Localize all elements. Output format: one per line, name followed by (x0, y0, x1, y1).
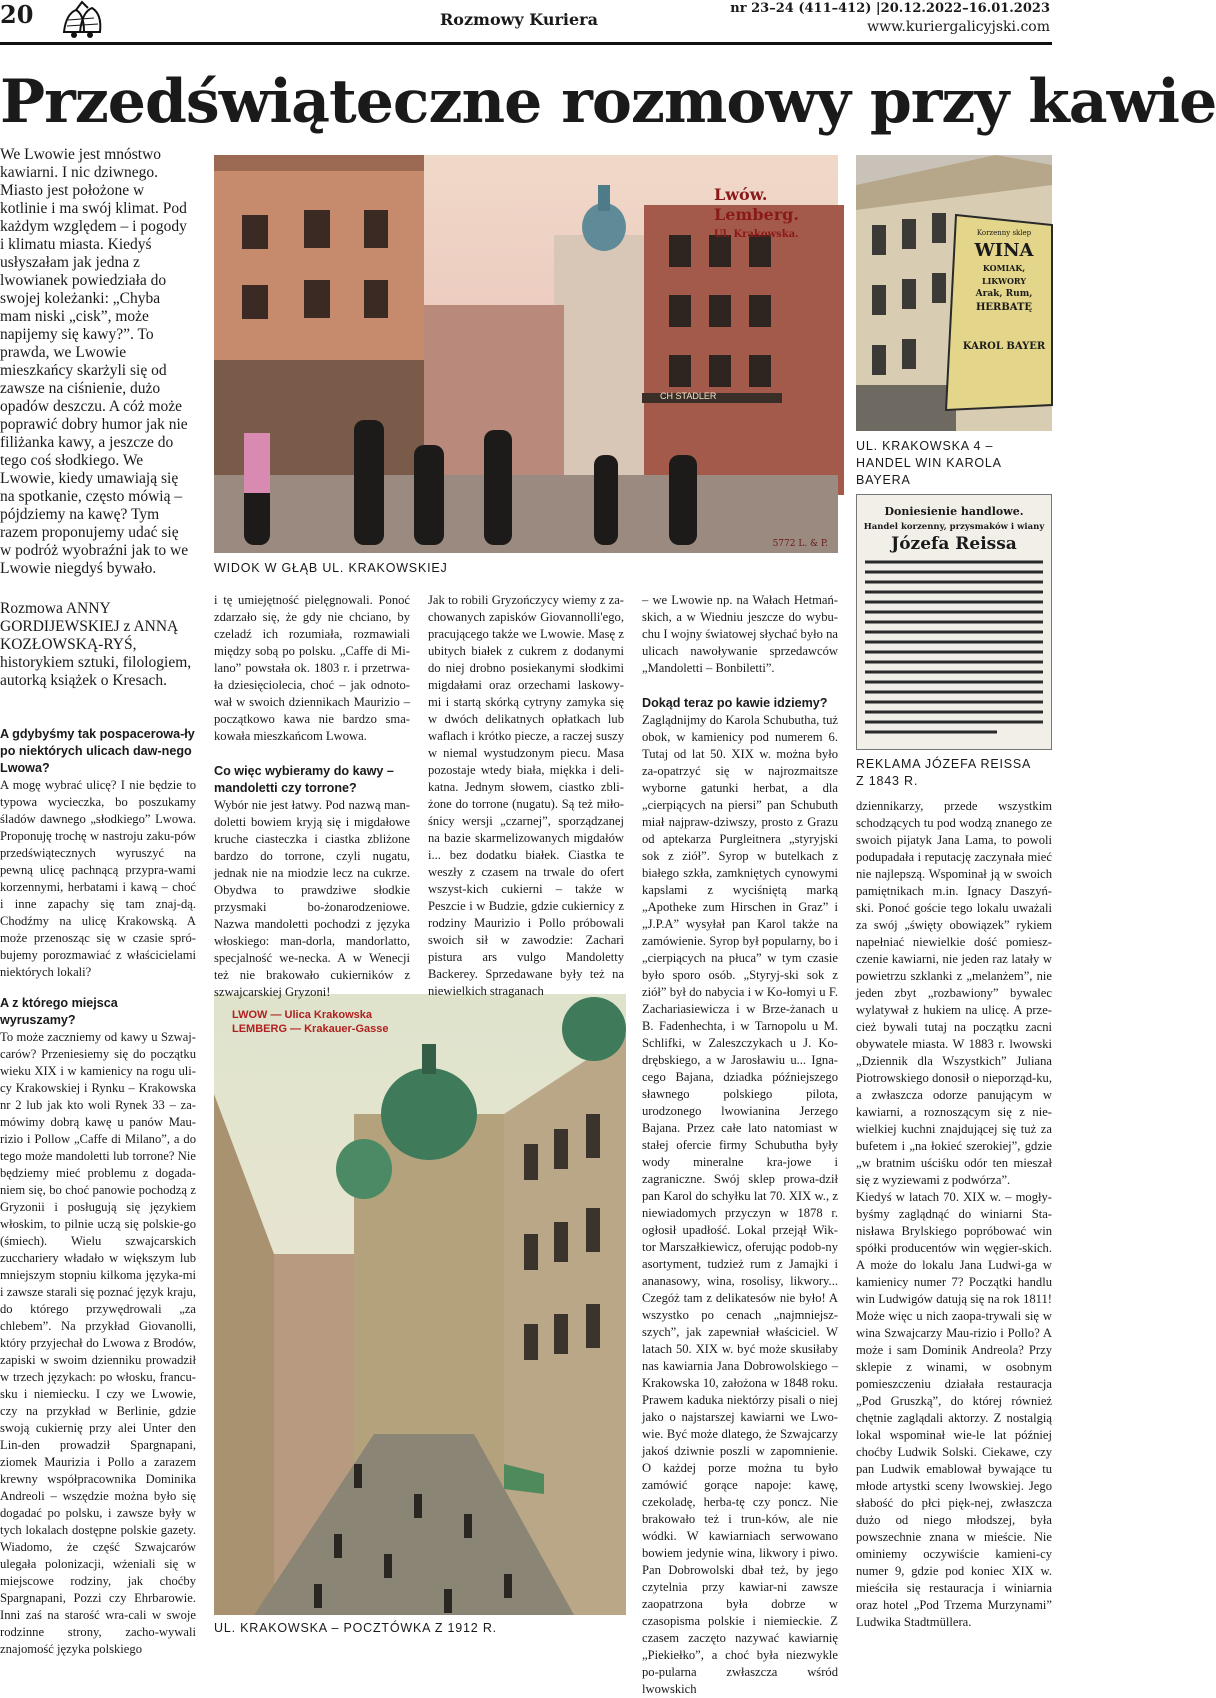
postcard-line-1: LWOW — Ulica Krakowska (232, 1009, 372, 1021)
reiss-ad-body-text (857, 554, 1051, 744)
col2-paragraph-2: Wybór nie jest łatwy. Pod nazwą man-doletti bowiem kryją się i migdałowe kruche ciasteczka i ciastka zbliżone bardzo do torrone, czyli nugatu, jednak nie na miodzie lecz na cukrze. Obydwa to prawdziwe słodkie przysmaki bo-żonarodzeniowe. Nazwa mandoletti pochodzi z języka włoskiego: man-dorla, mandorlatto, specjalność we-necka. A w Wenecji też nie brakowało cukierników z szwajcarskiej Gryzoni! (214, 798, 410, 999)
col3-paragraph-1: Jak to robili Gryzończycy wiemy z za-chowanych zapisków Giovannolli'ego, pracującego także we Lwowie. Masę z ubitych białek z cukrem z dodanymi do niej drobno posiekanymi słodkimi migdałami oraz orzechami laskowy-mi i startą skórką cytryny zamyka się w dwóch delikatnych opłatkach lub waflach i krótko piecze, a raczej suszy w niemal wystudzonym piecu. Masa pozostaje wtedy biała, miękka i deli-katna. Jednym słowem, ciastko zbli-żone do torrone (nugatu). Są też miło-śnicy wersji „czarnej”, sporządzanej na bazie skarmelizowanych migdałów i... bez dodatku białek. Ciastka te weszły z czasem na trwale do ofert wszyst-kich cukierni – także w Peszcie i w Budzie, gdzie cukiernicy z rodziny Maurizio i Pollo próbowali swoich sił w zawodzie: Zachari pistura ars vulgo Mandoletty Backerey. Sprzedawane były też na niewielkich straganach (428, 593, 624, 998)
col4-paragraph-2: Zaglądnijmy do Karola Schubutha, tuż obok, w kamienicy pod numerem 6. Tutaj od lat 50. XIX w. można było za-opatrzyć się w najrozmaitsze wyborne gatunki herbat, a dla „cierpiących na piersi” pan Schubuth miał najpraw-dziwszy, prosto z Grazu od aptekarza Purgleitnera „styryjski sok z ziół”. Syrop w butelkach z białego szkła, zamkniętych cynowymi kapslami z wyciśniętą marką „Apotheke zum Hirschen in Graz” i „J.P.A” wysyłał pan Karol także na zamówienie. Syrop był popularny, bo i „cierpiących na płuca” w tym czasie było sporo osób. „Styryj-ski sok z ziół” był do nabycia i w Ko-łomyi u F. Zachariasiewicza i w Brze-żanach u B. Fadenhechta, i w Tarnopolu u M. Schlifki, w Zaleszczykach u J. Ko-drębskiego, a w Jarosławiu u... Igna-cego Bajana, dziadka późniejszego sławnego polskiego pilota, urodzonego lwowianina Jerzego Bajana. Przez całe lato natomiast w stałej ofercie firmy Schubutha były wody mineralne kra-jowe i zagraniczne. Swój sklep prowa-dził pan Karol do schyłku lat 70. XIX w., z niewiadomych przyczyn w 1878 r. ogłosił upadłość. Lokal przejął Wik-tor Marszałkiewicz, oferując podob-ny asortyment, tudzież rum z Jamajki i ananasowy, wina, rosolisy, likwory... Czegóż tam z delikatesów nie było! A wszystko po cenach „najmniejsz-szych”, jak zapewniał właściciel. W latach 50. XIX w. być może skusiłaby nas kawiarnia Jana Dobrowolskiego – Krakowska 10, założona w 1848 roku. Prawem kaduka niektórzy pisali o niej jako o najstarszej kawiarni we Lwo-wie. Być może dlatego, że Szwajcarzy jakoś dziwnie poszli w zapomnienie. O każdej porze można tu było zamówić gorące napoje: kawę, czekoladę, herba-tę czy poncz. Nie brakowało też i trun-ków, ale nie wódki. W kawiarniach serwowano bowiem jedynie wina, likwory i piwo. Pan Dobrowolski dbał też, by jego czytelnia przy kawiar-ni zawsze zaopatrzona była dobrze w czasopisma polskie i niemieckie. Z czasem zaczęto nazywać kawiarnię „Piekiełko”, a choć była niezwykle po-pularna zwłaszcza wśród lwowskich (642, 713, 838, 1696)
article-column-4 (642, 592, 838, 1698)
main-photo-caption: WIDOK W GŁĄB UL. KRAKOWSKIEJ (214, 561, 448, 575)
question-1: A gdybyśmy tak pospacerowa-ły po niektórych ulicach daw-nego Lwowa? (0, 727, 195, 775)
reiss-ad-line-1: Doniesienie handlowe. (884, 505, 1024, 518)
bayer-ad-line-4: Arak, Rum, (975, 289, 1033, 299)
question-2: A z którego miejsca wyruszamy? (0, 996, 118, 1027)
bayer-ad-line-5: HERBATĘ (975, 302, 1033, 313)
question-3: Co więc wybieramy do kawy – mandoletti czy torrone? (214, 764, 394, 795)
article-column-5 (856, 798, 1052, 1631)
main-photo (214, 155, 838, 553)
christmas-bells-icon (54, 0, 110, 40)
sign-line-3: Ul. Krakowska. (714, 229, 799, 240)
photo-sign (714, 185, 799, 245)
question-4: Dokąd teraz po kawie idziemy? (642, 696, 828, 710)
article-column-3 (428, 592, 624, 1000)
issue-info (730, 0, 1050, 36)
bayer-photo-caption: UL. KRAKOWSKA 4 – HANDEL WIN KAROLA BAYERA (856, 439, 1002, 487)
bayer-ad-line-6: KAROL BAYER (962, 341, 1046, 352)
bayer-ad-line-1: Korzenny sklep (976, 229, 1032, 237)
bayer-ad-text (960, 227, 1048, 353)
col2-paragraph-1: i tę umiejętność pielęgnowali. Ponoć zdarzało się, że gdy nie chciano, by czeladź ich rozumiała, rozmawiali między sobą po polsku. „Caffe di Mi-lano” powstała ok. 1803 r. i przetrwa-ła dziesięciolecia, choć – jak odnoto-wał w swoich dziennikach Maurizio – początkowo kawa nie bardzo sma-kowała mieszkańcom Lwowa. (214, 593, 410, 743)
intro-byline: Rozmowa ANNY GORDIJEWSKIEJ z ANNĄ KOZŁOWSKĄ-RYŚ, historykiem sztuki, filologiem, autorką książek o Kresach. (0, 600, 192, 689)
article-column-2 (214, 592, 410, 1001)
col5-paragraph-2: Kiedyś w latach 70. XIX w. – mogły-byśmy zaglądnąć do winiarni Sta-nisława Brylskiego popróbować win spółki producentów win węgier-skich. A może do lokalu Jana Ludwi-ga w kamienicy numer 7? Początki handlu win Ludwigów datują się na rok 1811! Może więc u nich zaopa-trywali się w wina Szwajcarzy Mau-rizio i Pollo? A może i sam Dominik Andreola? Przy sklepie z winami, w osobnym pomieszczeniu działała restauracja „Pod Gruszką”, do której również chętnie zaglądali aktorzy. Z nostalgią lokal wspominał wie-le lat później choćby Ludwik Solski. Ciekawe, czy pan Ludwik emablował bywające tu młode artystki sceny lwowskiej. Jego słabość do płci pięk-nej, zwłaszcza dużo od niego młodszej, była powszechnie znana w mieście. Nie ominiemy oczywiście kamieni-cy numer 9, gdzie pod koniec XIX w. mieściła się restauracja i winiarnia oraz hotel „Pod Trzema Murzynami” Ludwika Stadtmüllera. (856, 1190, 1052, 1629)
header-rule (0, 42, 1052, 45)
reiss-ad-caption: REKLAMA JÓZEFA REISSA Z 1843 R. (856, 757, 1031, 788)
website-link[interactable]: www.kuriergalicyjski.com (867, 19, 1050, 35)
sign-line-1: Lwów. (714, 185, 768, 204)
intro-block (0, 146, 192, 690)
bayer-photo (856, 155, 1052, 431)
issue-number: nr 23–24 (411–412) |20.12.2022–16.01.2023 (730, 1, 1050, 16)
intro-paragraph: We Lwowie jest mnóstwo kawiarni. I nic dziwnego. Miasto jest położone w kotlinie i ma swój klimat. Pod każdym względem – i pogody i klimatu miasta. Kiedyś usłyszałam jak jedna z lwowianek powiedziała do swojej koleżanki: „Chyba mam niski „cisk”, może napijemy się kawy?”. To prawda, we Lwowie mieszkańcy skarżyli się od zawsze na ciśnienie, dużo opadów deszczu. A cóż może poprawić dobry humor jak nie filiżanka kawy, a jeszcze do tego coś słodkiego. We Lwowie, kiedy umawiają się na spotkanie, często mówią – pójdziemy na kawę? Tym razem proponujemy udać się w podróż wyobraźni jak to we Lwowie niegdyś bywało. (0, 146, 189, 577)
bayer-ad-line-3: KOMIAK, LIKWORY (981, 263, 1027, 286)
headline: Przedświąteczne rozmowy przy kawie (0, 67, 1216, 137)
page-number: 20 (0, 0, 34, 29)
answer-1: A mogę wybrać ulicę? I nie będzie to typowa wycieczka, bo poszukamy śladów dawnego „słodkiego” Lwowa. Proponuję trochę w nastroju zaku-pów przedświątecznych wyruszyć na pewną ulicę pachnącą przypra-wami korzennymi, herbatami i kawą – choć i inne zapachy się tam znaj-dą. Chodźmy na ulicę Krakowską. A może przenosząc się w czasie spró-bujemy porozmawiać z właścicielami niektórych lokali? (0, 778, 196, 979)
postcard-caption: UL. KRAKOWSKA – POCZTÓWKA Z 1912 R. (214, 1621, 497, 1635)
postcard-line-2: LEMBERG — Krakauer-Gasse (232, 1023, 389, 1035)
reiss-ad-line-3: Józefa Reissa (891, 534, 1017, 554)
sign-line-2: Lemberg. (714, 205, 799, 224)
photo-number: 5772 L. & P. (772, 539, 828, 549)
section-title: Rozmowy Kuriera (440, 10, 598, 29)
reiss-ad (856, 494, 1052, 750)
postcard-photo (214, 994, 626, 1615)
answer-2: To może zaczniemy od kawy u Szwaj-carów? Przeniesiemy się do początku wieku XIX i w kamienicy na rogu uli-cy Krakowskiej i Rynku – Krakowska nr 2 lub jak kto woli Rynek 33 – za-mówimy dobrą kawę u panów Mau-rizio i Pollow „Caffe di Milano”, a do tego może mandoletti lub torrone? Nie będziemy mieć problemu z dogada-niem się, bo choć panowie pochodzą z Gryzonii i posługują się językiem włoskim, to pilnie uczą się polskie-go (śmiech). Wielu szwajcarskich zucchariery władało w większym lub mniejszym stopniu kilkoma języka-mi i zawsze starali się poznać język kraju, do którego przywędrowali „za chlebem”. Na przykład Giovanolli, który przyjechał do Lwowa z Brodów, zapiski w swoim dzienniku prowadził w trzech językach: po włosku, francu-sku i niemiecku. I czy we Lwowie, czy na przykład w Berlinie, gdzie swoją cukiernię przy alei Unter den Lin-den prowadził Spargnapani, ziomek Maurizia i Pollo a zarazem krewny współpracownika Dominika Andreoli – wszędzie można było się dogadać po polsku, i zawsze były w tych lokalach dostępne polskie gazety. Wiadomo, że część Szwajcarów ulegała polonizacji, wżeniali się w miejscowe rodziny, jak choćby Spargnapani, Pozzi czy Ehrbarowie. Inni zaś na starość wra-cali w swoje rodzinne strony, zacho-wywali znajomość języka polskiego (0, 1030, 196, 1656)
reiss-ad-line-2: Handel korzenny, przysmaków i wiany (863, 522, 1045, 532)
col5-paragraph-1: dziennikarzy, przede wszystkim schodzących tu pod wodzą znanego ze swoich pijatyk Jana Lama, to powoli podupadała i reputację zaczynała mieć nie najlepszą. Wspominał ją w swoich pamiętnikach m.in. Ignacy Daszyń-ski. Ponoć goście tego lokalu uważali za swój „święty obowiązek” rykiem napełniać niewielkie dość pomiesz-czenie kawiarni, nie jeden raz latały w powietrzu szklanki z „melanżem”, nie jeden zbyt „rozbawiony” bywalec wylatywał z hukiem na ulicę. A prze-cież bywali tutaj na początku zacni obywatele miasta. W 1883 r. lwowski „Dziennik dla Wszystkich” Juliana Piotrowskiego donosił o nieporząd-ku, a zwłaszcza odorze panującym w kawiarni, a roznoszącym się z nie-wielkiej kuchni znajdującej się tuż za bufetem i „na łokieć szerokiej”, gdzie „w bratnim uściśku odór ten mieszał się z wyziewami z podwórza”. (856, 799, 1052, 1187)
shop-sign: CH STADLER (660, 391, 717, 401)
postcard-title (232, 1008, 389, 1036)
bayer-ad-line-2: WINA (974, 240, 1034, 261)
col4-paragraph-1: – we Lwowie np. na Wałach Hetmań-skich, a w Wiedniu jeszcze do wybu-chu I wojny światowej słychać było na ulicach nawoływanie sprzedawców „Mandoletti – Bonbiletti”. (642, 593, 838, 675)
article-column-1 (0, 726, 196, 1658)
